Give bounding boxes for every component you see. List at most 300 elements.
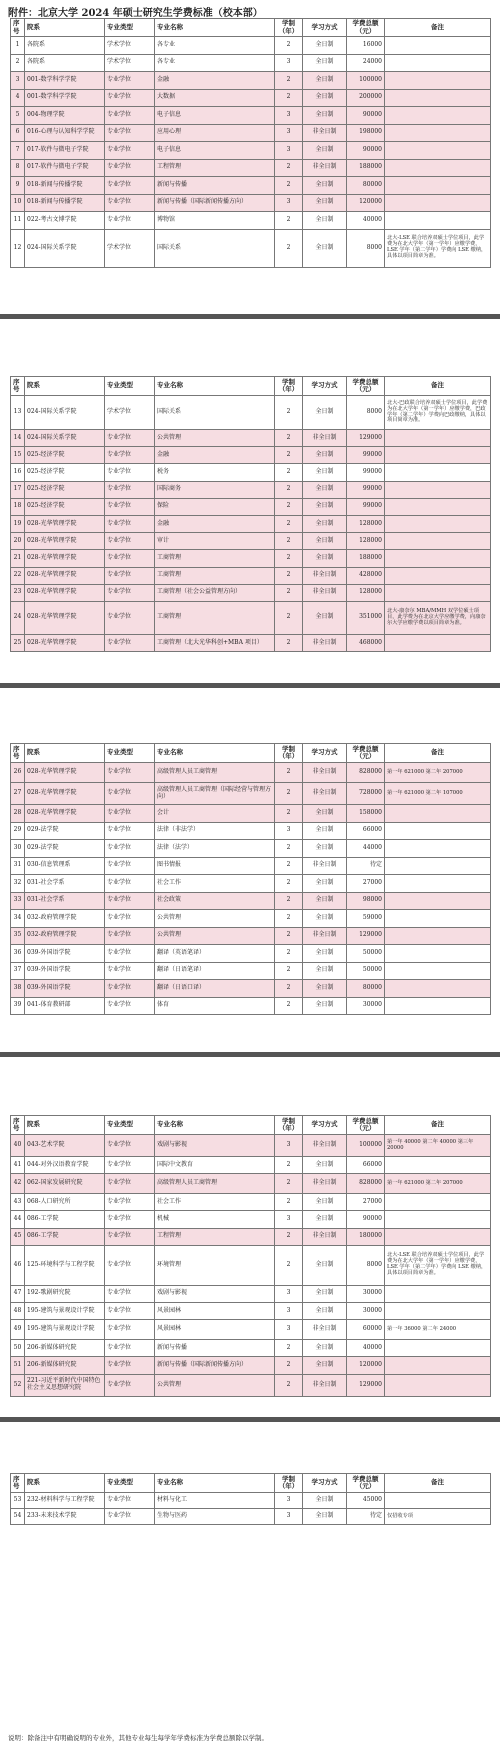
header-years: 学制（年）	[275, 1116, 303, 1135]
cell-major: 高级管理人员工商管理	[155, 1174, 275, 1194]
cell-type: 专业学位	[105, 584, 155, 601]
cell-remark: 第一年 621000 第二年 207000	[385, 763, 491, 783]
table-row	[11, 927, 491, 945]
cell-major: 电子信息	[155, 142, 275, 160]
cell-seq: 12	[11, 229, 25, 267]
cell-type: 专业学位	[105, 481, 155, 498]
cell-fee: 128000	[347, 584, 385, 601]
cell-major: 金融	[155, 72, 275, 90]
cell-remark	[385, 194, 491, 212]
cell-major: 会计	[155, 805, 275, 823]
cell-seq: 32	[11, 875, 25, 893]
cell-mode: 非全日制	[303, 1135, 347, 1157]
table-row	[11, 783, 491, 805]
cell-mode: 全日制	[303, 177, 347, 195]
cell-remark	[385, 1228, 491, 1245]
cell-major: 环境管理	[155, 1245, 275, 1285]
table-row	[11, 177, 491, 195]
cell-type: 专业学位	[105, 980, 155, 998]
cell-major: 工商管理	[155, 550, 275, 567]
cell-major: 戏剧与影视	[155, 1135, 275, 1157]
cell-mode: 全日制	[303, 72, 347, 90]
cell-remark	[385, 1340, 491, 1357]
cell-dept: 031-社会学系	[25, 892, 105, 910]
cell-fee: 428000	[347, 567, 385, 584]
cell-fee: 468000	[347, 634, 385, 651]
cell-type: 专业学位	[105, 107, 155, 125]
cell-type: 专业学位	[105, 515, 155, 532]
cell-fee: 90000	[347, 142, 385, 160]
cell-dept: 001-数学科学学院	[25, 72, 105, 90]
cell-remark	[385, 124, 491, 142]
cell-dept: 024-国际关系学院	[25, 430, 105, 447]
cell-dept: 195-建筑与景观设计学院	[25, 1302, 105, 1319]
cell-major: 审计	[155, 533, 275, 550]
cell-type: 专业学位	[105, 857, 155, 875]
cell-fee: 100000	[347, 1135, 385, 1157]
cell-major: 体育	[155, 997, 275, 1015]
cell-major: 各专业	[155, 37, 275, 55]
cell-seq: 5	[11, 107, 25, 125]
cell-fee: 30000	[347, 997, 385, 1015]
cell-seq: 15	[11, 447, 25, 464]
cell-dept: 195-建筑与景观设计学院	[25, 1320, 105, 1340]
cell-dept: 233-未来技术学院	[25, 1509, 105, 1525]
table-row	[11, 229, 491, 267]
cell-fee: 129000	[347, 430, 385, 447]
cell-seq: 43	[11, 1194, 25, 1211]
page-separator	[0, 1052, 500, 1057]
cell-mode: 全日制	[303, 1285, 347, 1302]
table-row	[11, 1157, 491, 1174]
table-row	[11, 1174, 491, 1194]
cell-type: 专业学位	[105, 1340, 155, 1357]
cell-seq: 50	[11, 1340, 25, 1357]
cell-mode: 非全日制	[303, 1228, 347, 1245]
cell-fee: 45000	[347, 1493, 385, 1509]
cell-major: 公共管理	[155, 430, 275, 447]
cell-type: 专业学位	[105, 533, 155, 550]
cell-major: 风景园林	[155, 1302, 275, 1319]
cell-fee: 128000	[347, 515, 385, 532]
cell-mode: 全日制	[303, 533, 347, 550]
cell-major: 新闻与传播（国际新闻传播方向）	[155, 194, 275, 212]
header-dept: 院系	[25, 1116, 105, 1135]
cell-fee: 188000	[347, 159, 385, 177]
table-row	[11, 634, 491, 651]
cell-mode: 非全日制	[303, 584, 347, 601]
cell-mode: 非全日制	[303, 927, 347, 945]
cell-type: 专业学位	[105, 1302, 155, 1319]
cell-mode: 全日制	[303, 498, 347, 515]
cell-major: 工商管理（北大光华科创+MBA 项目）	[155, 634, 275, 651]
cell-major: 材料与化工	[155, 1493, 275, 1509]
cell-type: 专业学位	[105, 1320, 155, 1340]
header-seq: 序号	[11, 1474, 25, 1493]
cell-remark	[385, 892, 491, 910]
cell-dept: 041-体育教研部	[25, 997, 105, 1015]
cell-dept: 028-光华管理学院	[25, 634, 105, 651]
cell-remark	[385, 634, 491, 651]
cell-major: 国际商务	[155, 481, 275, 498]
cell-mode: 全日制	[303, 962, 347, 980]
cell-type: 专业学位	[105, 142, 155, 160]
cell-remark: 北大-巴政联合培养双硕士学位项目，此学费为在北大学年（第一学年）应缴学费，巴政学年（第二学年）学费向巴政缴纳，具体以项目简章为准。	[385, 396, 491, 430]
cell-mode: 全日制	[303, 945, 347, 963]
cell-years: 2	[275, 997, 303, 1015]
cell-seq: 29	[11, 822, 25, 840]
table-row	[11, 945, 491, 963]
cell-fee: 50000	[347, 962, 385, 980]
cell-type: 专业学位	[105, 89, 155, 107]
header-remark: 备注	[385, 1474, 491, 1493]
table-row	[11, 89, 491, 107]
cell-major: 机械	[155, 1211, 275, 1228]
cell-remark	[385, 447, 491, 464]
cell-dept: 029-法学院	[25, 840, 105, 858]
table-row	[11, 962, 491, 980]
header-fee: 学费总额（元）	[347, 1474, 385, 1493]
cell-seq: 54	[11, 1509, 25, 1525]
table-row	[11, 550, 491, 567]
cell-seq: 26	[11, 763, 25, 783]
cell-remark	[385, 481, 491, 498]
cell-years: 2	[275, 927, 303, 945]
table-row	[11, 430, 491, 447]
cell-fee: 40000	[347, 1340, 385, 1357]
cell-seq: 1	[11, 37, 25, 55]
cell-dept: 032-政府管理学院	[25, 927, 105, 945]
cell-remark	[385, 1493, 491, 1509]
table-row	[11, 1509, 491, 1525]
table-row	[11, 567, 491, 584]
cell-seq: 41	[11, 1157, 25, 1174]
cell-major: 高级管理人员工商管理（国际经营与管理方向）	[155, 783, 275, 805]
cell-seq: 7	[11, 142, 25, 160]
cell-seq: 10	[11, 194, 25, 212]
cell-dept: 028-光华管理学院	[25, 550, 105, 567]
cell-seq: 27	[11, 783, 25, 805]
header-remark: 备注	[385, 19, 491, 37]
cell-remark	[385, 177, 491, 195]
cell-fee: 90000	[347, 1211, 385, 1228]
cell-mode: 全日制	[303, 1340, 347, 1357]
cell-fee: 120000	[347, 194, 385, 212]
cell-seq: 6	[11, 124, 25, 142]
cell-years: 2	[275, 72, 303, 90]
header-dept: 院系	[25, 1474, 105, 1493]
cell-major: 工商管理	[155, 601, 275, 634]
cell-remark	[385, 997, 491, 1015]
cell-major: 应用心理	[155, 124, 275, 142]
cell-seq: 3	[11, 72, 25, 90]
header-seq: 序号	[11, 744, 25, 763]
cell-seq: 8	[11, 159, 25, 177]
header-major: 专业名称	[155, 1474, 275, 1493]
cell-seq: 52	[11, 1374, 25, 1396]
fee-table-page-3	[10, 743, 491, 1015]
fee-table-page-5	[10, 1473, 491, 1525]
cell-fee: 66000	[347, 1157, 385, 1174]
cell-mode: 全日制	[303, 840, 347, 858]
cell-years: 2	[275, 396, 303, 430]
header-remark: 备注	[385, 377, 491, 396]
cell-dept: 221-习近平新时代中国特色社会主义思想研究院	[25, 1374, 105, 1396]
cell-fee: 188000	[347, 550, 385, 567]
cell-remark	[385, 142, 491, 160]
cell-years: 2	[275, 1340, 303, 1357]
cell-years: 3	[275, 1211, 303, 1228]
cell-mode: 全日制	[303, 515, 347, 532]
cell-dept: 各院系	[25, 54, 105, 72]
cell-dept: 025-经济学院	[25, 464, 105, 481]
header-seq: 序号	[11, 377, 25, 396]
cell-major: 高级管理人员工商管理	[155, 763, 275, 783]
table-header-row	[11, 1474, 491, 1493]
cell-seq: 28	[11, 805, 25, 823]
header-years: 学制（年）	[275, 744, 303, 763]
table-row	[11, 805, 491, 823]
cell-type: 专业学位	[105, 1228, 155, 1245]
cell-major: 电子信息	[155, 107, 275, 125]
table-row	[11, 584, 491, 601]
cell-type: 专业学位	[105, 1493, 155, 1509]
cell-mode: 非全日制	[303, 124, 347, 142]
cell-dept: 039-外国语学院	[25, 980, 105, 998]
cell-mode: 全日制	[303, 54, 347, 72]
cell-major: 工商管理（社会公益管理方向）	[155, 584, 275, 601]
cell-major: 翻译（日语口译）	[155, 980, 275, 998]
cell-years: 2	[275, 498, 303, 515]
cell-major: 大数据	[155, 89, 275, 107]
header-major: 专业名称	[155, 377, 275, 396]
cell-dept: 062-国家发展研究院	[25, 1174, 105, 1194]
table-row	[11, 840, 491, 858]
cell-fee: 50000	[347, 945, 385, 963]
cell-remark	[385, 822, 491, 840]
cell-years: 3	[275, 1135, 303, 1157]
cell-type: 专业学位	[105, 875, 155, 893]
table-header-row	[11, 1116, 491, 1135]
table-row	[11, 464, 491, 481]
cell-years: 2	[275, 447, 303, 464]
cell-major: 社会工作	[155, 875, 275, 893]
cell-seq: 31	[11, 857, 25, 875]
cell-seq: 23	[11, 584, 25, 601]
cell-type: 专业学位	[105, 1245, 155, 1285]
cell-years: 2	[275, 763, 303, 783]
cell-remark	[385, 567, 491, 584]
table-row	[11, 910, 491, 928]
cell-major: 国际关系	[155, 396, 275, 430]
cell-fee: 待定	[347, 857, 385, 875]
table-row	[11, 481, 491, 498]
table-row	[11, 980, 491, 998]
cell-major: 图书情报	[155, 857, 275, 875]
cell-major: 公共管理	[155, 910, 275, 928]
cell-dept: 232-材料科学与工程学院	[25, 1493, 105, 1509]
cell-type: 专业学位	[105, 783, 155, 805]
cell-fee: 8000	[347, 229, 385, 267]
cell-mode: 全日制	[303, 194, 347, 212]
cell-type: 专业学位	[105, 997, 155, 1015]
header-dept: 院系	[25, 744, 105, 763]
cell-major: 戏剧与影视	[155, 1285, 275, 1302]
cell-fee: 44000	[347, 840, 385, 858]
cell-type: 专业学位	[105, 1135, 155, 1157]
cell-remark	[385, 1374, 491, 1396]
cell-years: 2	[275, 892, 303, 910]
table-row	[11, 1340, 491, 1357]
cell-years: 2	[275, 634, 303, 651]
cell-years: 2	[275, 550, 303, 567]
table-row	[11, 892, 491, 910]
cell-fee: 351000	[347, 601, 385, 634]
cell-years: 2	[275, 212, 303, 230]
cell-years: 2	[275, 840, 303, 858]
cell-dept: 086-工学院	[25, 1228, 105, 1245]
cell-type: 专业学位	[105, 840, 155, 858]
cell-remark	[385, 1211, 491, 1228]
header-remark: 备注	[385, 744, 491, 763]
cell-major: 新闻与传播	[155, 177, 275, 195]
cell-mode: 全日制	[303, 550, 347, 567]
cell-type: 专业学位	[105, 498, 155, 515]
table-row	[11, 37, 491, 55]
cell-major: 社会工作	[155, 1194, 275, 1211]
cell-fee: 待定	[347, 1509, 385, 1525]
cell-remark	[385, 550, 491, 567]
cell-years: 3	[275, 54, 303, 72]
cell-major: 翻译（英语笔译）	[155, 945, 275, 963]
cell-dept: 024-国际关系学院	[25, 396, 105, 430]
table-row	[11, 1357, 491, 1374]
cell-years: 2	[275, 584, 303, 601]
cell-dept: 016-心理与认知科学学院	[25, 124, 105, 142]
cell-major: 新闻与传播	[155, 1340, 275, 1357]
cell-remark	[385, 89, 491, 107]
cell-fee: 40000	[347, 212, 385, 230]
cell-mode: 全日制	[303, 1245, 347, 1285]
cell-fee: 200000	[347, 89, 385, 107]
cell-dept: 028-光华管理学院	[25, 515, 105, 532]
header-years: 学制（年）	[275, 19, 303, 37]
cell-fee: 27000	[347, 1194, 385, 1211]
cell-fee: 24000	[347, 54, 385, 72]
cell-mode: 全日制	[303, 464, 347, 481]
cell-type: 专业学位	[105, 892, 155, 910]
table-row	[11, 1211, 491, 1228]
cell-type: 专业学位	[105, 1509, 155, 1525]
cell-type: 专业学位	[105, 805, 155, 823]
page-separator	[0, 314, 500, 319]
cell-dept: 039-外国语学院	[25, 962, 105, 980]
table-row	[11, 1194, 491, 1211]
cell-mode: 全日制	[303, 481, 347, 498]
cell-dept: 031-社会学系	[25, 875, 105, 893]
cell-seq: 24	[11, 601, 25, 634]
cell-type: 专业学位	[105, 124, 155, 142]
cell-years: 2	[275, 1194, 303, 1211]
cell-fee: 128000	[347, 533, 385, 550]
cell-years: 2	[275, 1228, 303, 1245]
cell-type: 专业学位	[105, 1194, 155, 1211]
cell-seq: 19	[11, 515, 25, 532]
cell-mode: 全日制	[303, 1509, 347, 1525]
header-seq: 序号	[11, 19, 25, 37]
cell-type: 专业学位	[105, 1285, 155, 1302]
table-row	[11, 533, 491, 550]
cell-remark	[385, 1302, 491, 1319]
cell-type: 专业学位	[105, 1157, 155, 1174]
cell-dept: 044-对外汉语教育学院	[25, 1157, 105, 1174]
cell-mode: 全日制	[303, 37, 347, 55]
cell-major: 国际关系	[155, 229, 275, 267]
cell-mode: 全日制	[303, 89, 347, 107]
cell-years: 2	[275, 37, 303, 55]
cell-mode: 全日制	[303, 107, 347, 125]
cell-seq: 46	[11, 1245, 25, 1285]
cell-type: 专业学位	[105, 910, 155, 928]
cell-major: 公共管理	[155, 927, 275, 945]
cell-type: 专业学位	[105, 464, 155, 481]
cell-years: 3	[275, 1285, 303, 1302]
cell-mode: 非全日制	[303, 634, 347, 651]
cell-fee: 180000	[347, 1228, 385, 1245]
table-row	[11, 447, 491, 464]
cell-seq: 11	[11, 212, 25, 230]
header-fee: 学费总额（元）	[347, 19, 385, 37]
cell-years: 3	[275, 822, 303, 840]
cell-dept: 001-数学科学学院	[25, 89, 105, 107]
cell-fee: 198000	[347, 124, 385, 142]
cell-type: 专业学位	[105, 159, 155, 177]
cell-mode: 非全日制	[303, 430, 347, 447]
cell-dept: 028-光华管理学院	[25, 533, 105, 550]
header-mode: 学习方式	[303, 377, 347, 396]
table-row	[11, 194, 491, 212]
cell-dept: 028-光华管理学院	[25, 763, 105, 783]
cell-fee: 120000	[347, 1357, 385, 1374]
cell-major: 翻译（日语笔译）	[155, 962, 275, 980]
cell-years: 2	[275, 567, 303, 584]
cell-seq: 38	[11, 980, 25, 998]
cell-seq: 40	[11, 1135, 25, 1157]
cell-remark: 北大-LSE 联合培养双硕士学位项目，此学费为在北大学年（第一学年）应缴学费，LSE 学年（第二学年）学费向 LSE 缴纳，具体以项目简章为准。	[385, 1245, 491, 1285]
cell-fee: 158000	[347, 805, 385, 823]
cell-dept: 017-软件与微电子学院	[25, 142, 105, 160]
cell-remark	[385, 927, 491, 945]
header-type: 专业类型	[105, 377, 155, 396]
cell-dept: 032-政府管理学院	[25, 910, 105, 928]
cell-dept: 017-软件与微电子学院	[25, 159, 105, 177]
header-mode: 学习方式	[303, 19, 347, 37]
cell-type: 专业学位	[105, 1357, 155, 1374]
cell-years: 3	[275, 124, 303, 142]
cell-dept: 018-新闻与传播学院	[25, 177, 105, 195]
cell-mode: 全日制	[303, 910, 347, 928]
cell-years: 2	[275, 601, 303, 634]
cell-years: 2	[275, 783, 303, 805]
cell-fee: 99000	[347, 498, 385, 515]
cell-seq: 44	[11, 1211, 25, 1228]
table-row	[11, 1493, 491, 1509]
cell-remark	[385, 37, 491, 55]
cell-fee: 90000	[347, 107, 385, 125]
table-row	[11, 1374, 491, 1396]
cell-years: 2	[275, 910, 303, 928]
cell-major: 法律（非法学）	[155, 822, 275, 840]
